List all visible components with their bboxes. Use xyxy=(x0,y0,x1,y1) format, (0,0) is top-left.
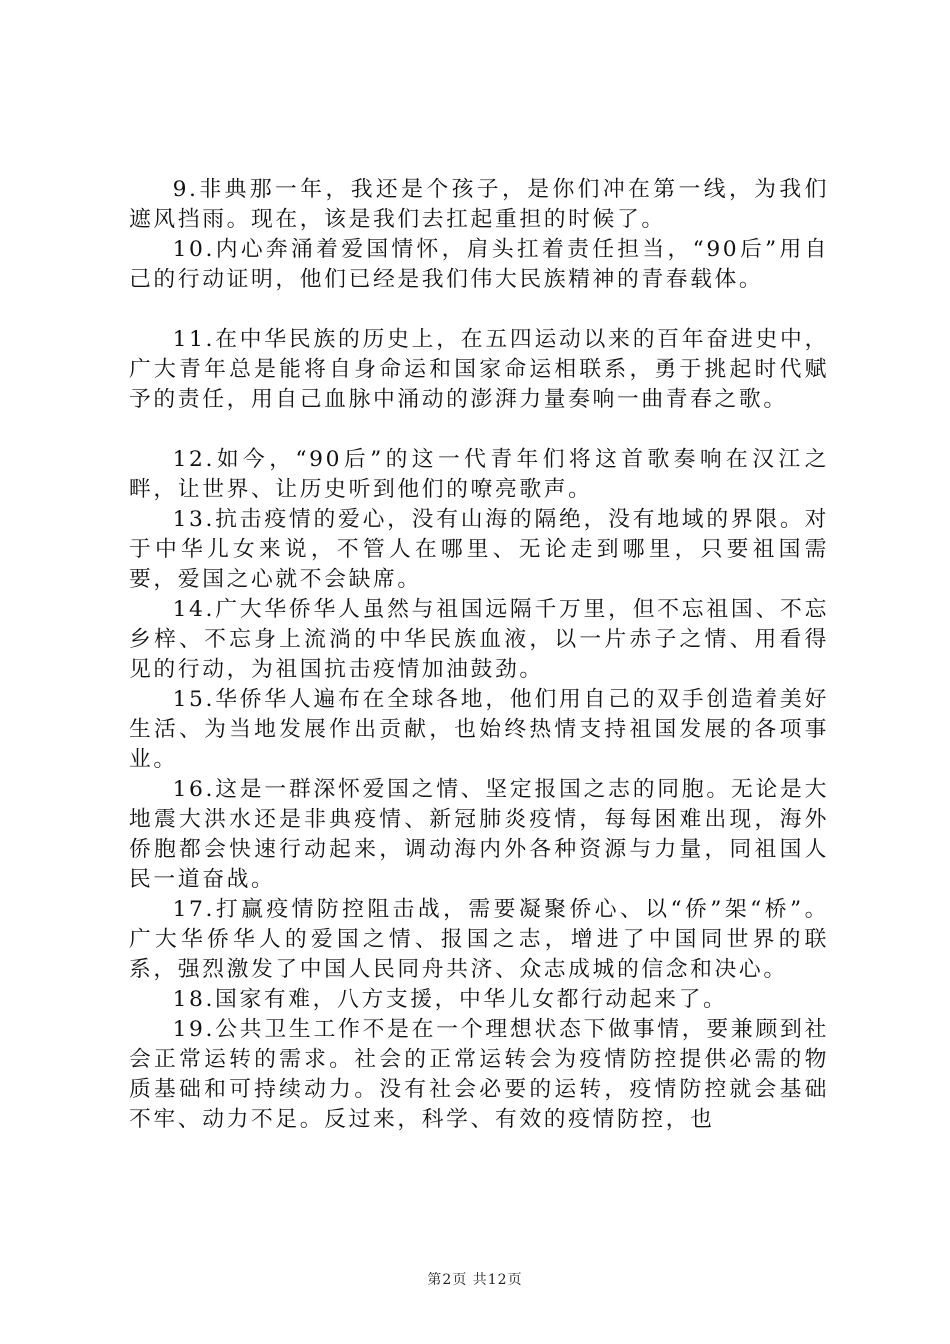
paragraph-19: 19.公共卫生工作不是在一个理想状态下做事情，要兼顾到社会正常运转的需求。社会的正常运转会为疫情防控提供必需的物质基础和可持续动力。没有社会必要的运转，疫情防控就会基础不牢、动力不足。反过来，科学、有效的疫情防控，也 xyxy=(129,1017,829,1132)
paragraph-18: 18.国家有难，八方支援，中华儿女都行动起来了。 xyxy=(172,987,728,1012)
paragraph-10: 10.内心奔涌着爱国情怀，肩头扛着责任担当，“90后”用自己的行动证明，他们已经是我们伟大民族精神的青春载体。 xyxy=(129,237,829,292)
paragraph-17: 17.打赢疫情防控阻击战，需要凝聚侨心、以“侨”架“桥”。广大华侨华人的爱国之情、报国之志，增进了中国同世界的联系，强烈激发了中国人民同舟共济、众志成城的信念和决心。 xyxy=(129,897,829,982)
paragraph-16: 16.这是一群深怀爱国之情、坚定报国之志的同胞。无论是大地震大洪水还是非典疫情、新冠肺炎疫情，每每困难出现，海外侨胞都会快速行动起来，调动海内外各种资源与力量，同祖国人民一道奋战。 xyxy=(129,777,829,892)
paragraph-9: 9.非典那一年，我还是个孩子，是你们冲在第一线，为我们遮风挡雨。现在，该是我们去扛起重担的时候了。 xyxy=(129,177,829,232)
page-footer xyxy=(0,1269,950,1289)
paragraph-13: 13.抗击疫情的爱心，没有山海的隔绝，没有地域的界限。对于中华儿女来说，不管人在哪里、无论走到哪里，只要祖国需要，爱国之心就不会缺席。 xyxy=(129,507,829,592)
document-body xyxy=(129,175,829,1135)
paragraph-15: 15.华侨华人遍布在全球各地，他们用自己的双手创造着美好生活、为当地发展作出贡献，也始终热情支持祖国发展的各项事业。 xyxy=(129,687,829,772)
paragraph-14: 14.广大华侨华人虽然与祖国远隔千万里，但不忘祖国、不忘乡梓、不忘身上流淌的中华民族血液，以一片赤子之情、用看得见的行动，为祖国抗击疫情加油鼓劲。 xyxy=(129,597,829,682)
paragraph-11: 11.在中华民族的历史上，在五四运动以来的百年奋进史中，广大青年总是能将自身命运和国家命运相联系，勇于挑起时代赋予的责任，用自己血脉中涌动的澎湃力量奏响一曲青春之歌。 xyxy=(129,327,829,412)
page-number-label: 第2页 共12页 xyxy=(427,1272,523,1288)
paragraph-12: 12.如今，“90后”的这一代青年们将这首歌奏响在汉江之畔，让世界、让历史听到他们的嘹亮歌声。 xyxy=(129,447,829,502)
